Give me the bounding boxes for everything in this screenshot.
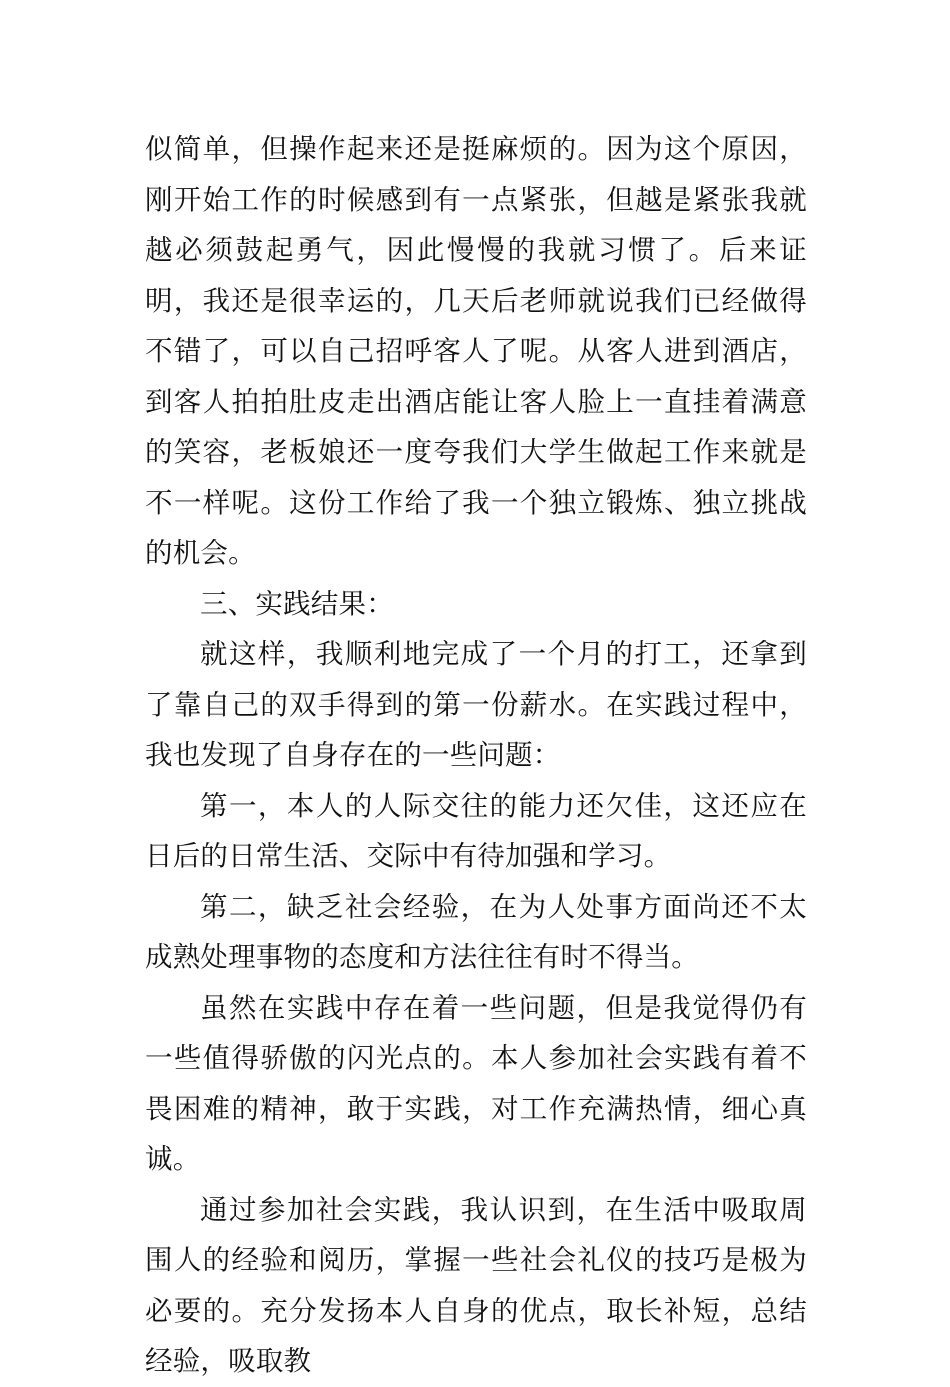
- paragraph-strengths: 虽然在实践中存在着一些问题，但是我觉得仍有一些值得骄傲的闪光点的。本人参加社会实践有着不畏困难的精神，敢于实践，对工作充满热情，细心真诚。: [145, 991, 807, 1175]
- section-heading: 三、实践结果：: [200, 587, 394, 620]
- paragraph-point-two: 第二，缺乏社会经验，在为人处事方面尚还不太成熟处理事物的态度和方法往往有时不得当。: [145, 890, 807, 973]
- paragraph-point-one: 第一，本人的人际交往的能力还欠佳，这还应在日后的日常生活、交际中有待加强和学习。: [145, 789, 807, 872]
- paragraph-conclusion: 通过参加社会实践，我认识到，在生活中吸取周围人的经验和阅历，掌握一些社会礼仪的技巧是极为必要的。充分发扬本人自身的优点，取长补短，总结经验，吸取教: [145, 1193, 807, 1377]
- paragraph-summary: 就这样，我顺利地完成了一个月的打工，还拿到了靠自己的双手得到的第一份薪水。在实践过程中，我也发现了自身存在的一些问题：: [145, 638, 807, 771]
- body-text: [145, 124, 807, 1387]
- paragraph-continuation: 似简单，但操作起来还是挺麻烦的。因为这个原因，刚开始工作的时候感到有一点紧张，但越是紧张我就越必须鼓起勇气，因此慢慢的我就习惯了。后来证明，我还是很幸运的，几天后老师就说我们已经做得不错了，可以自己招呼客人了呢。从客人进到酒店，到客人拍拍肚皮走出酒店能让客人脸上一直挂着满意的笑容，老板娘还一度夸我们大学生做起工作来就是不一样呢。这份工作给了我一个独立锻炼、独立挑战的机会。: [145, 133, 807, 569]
